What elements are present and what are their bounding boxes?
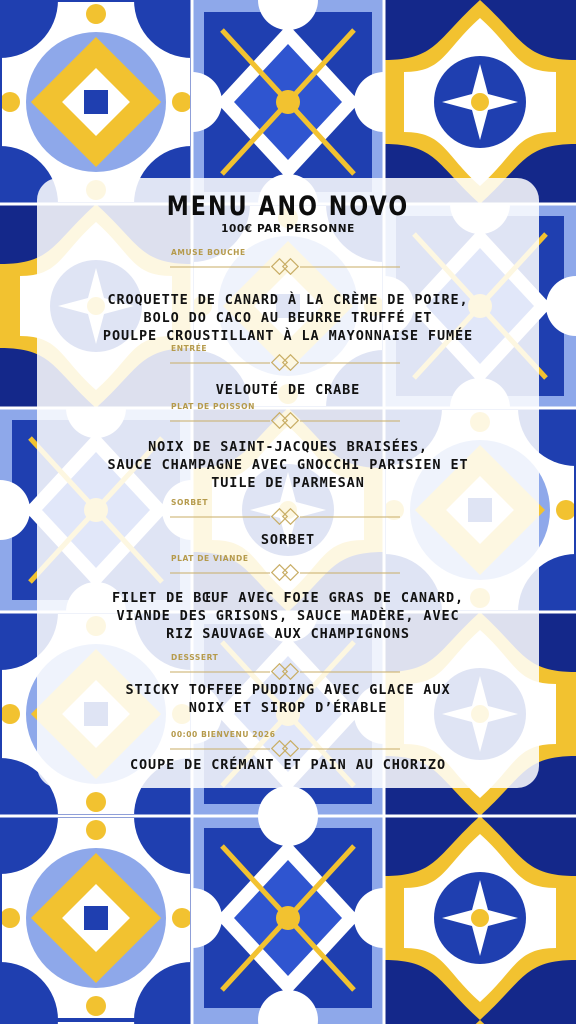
section-label: DESSSERT — [171, 653, 219, 662]
dish-line: COUPE DE CRÉMANT ET PAIN AU CHORIZO — [130, 757, 446, 773]
double-diamond-ornament-icon — [170, 349, 400, 371]
dish-bienvenu — [40, 756, 536, 774]
section-divider-amuse-bouche — [170, 248, 400, 275]
menu-price: 100€ PAR PERSONNE — [221, 223, 355, 235]
section-divider-dessert — [170, 653, 400, 680]
double-diamond-ornament-icon — [170, 559, 400, 581]
section-label: ENTRÉE — [171, 344, 208, 353]
dish-line: TUILE DE PARMESAN — [211, 475, 365, 491]
double-diamond-ornament-icon — [170, 407, 400, 429]
section-divider-entree — [170, 344, 400, 371]
dish-line: VELOUTÉ DE CRABE — [215, 382, 361, 398]
double-diamond-ornament-icon — [170, 253, 400, 275]
section-divider-plat-de-poisson — [170, 402, 400, 429]
dish-line: NOIX DE SAINT-JACQUES BRAISÉES, — [148, 439, 428, 455]
dish-sorbet — [40, 531, 536, 549]
menu-title: MENU ANO NOVO — [166, 191, 410, 222]
double-diamond-ornament-icon — [170, 503, 400, 525]
section-label: AMUSE BOUCHE — [171, 248, 246, 257]
dish-line: SORBET — [260, 532, 316, 548]
section-divider-sorbet — [170, 498, 400, 525]
dish-line: VIANDE DES GRISONS, SAUCE MADÈRE, AVEC — [116, 608, 460, 624]
dish-line: NOIX ET SIROP D’ÉRABLE — [188, 700, 388, 716]
dish-entree — [40, 381, 536, 399]
section-label: SORBET — [171, 498, 209, 507]
dish-line: RIZ SAUVAGE AUX CHAMPIGNONS — [166, 626, 410, 642]
dish-amuse-bouche — [40, 291, 536, 345]
section-label: 00:00 BIENVENU 2026 — [171, 730, 276, 739]
section-label: PLAT DE VIANDE — [171, 554, 249, 563]
dish-plat-de-viande — [40, 589, 536, 643]
dish-line: POULPE CROUSTILLANT À LA MAYONNAISE FUMÉE — [102, 328, 474, 344]
dish-plat-de-poisson — [40, 438, 536, 492]
section-divider-bienvenu — [170, 730, 400, 757]
dish-line: CROQUETTE DE CANARD À LA CRÈME DE POIRE, — [107, 292, 469, 308]
dish-dessert — [40, 681, 536, 717]
dish-line: STICKY TOFFEE PUDDING AVEC GLACE AUX — [125, 682, 451, 698]
section-divider-plat-de-viande — [170, 554, 400, 581]
section-label: PLAT DE POISSON — [171, 402, 255, 411]
dish-line: BOLO DO CACO AU BEURRE TRUFFÉ ET — [143, 310, 433, 326]
double-diamond-ornament-icon — [170, 735, 400, 757]
dish-line: FILET DE BŒUF AVEC FOIE GRAS DE CANARD, — [111, 590, 465, 606]
dish-line: SAUCE CHAMPAGNE AVEC GNOCCHI PARISIEN ET — [107, 457, 469, 473]
double-diamond-ornament-icon — [170, 658, 400, 680]
